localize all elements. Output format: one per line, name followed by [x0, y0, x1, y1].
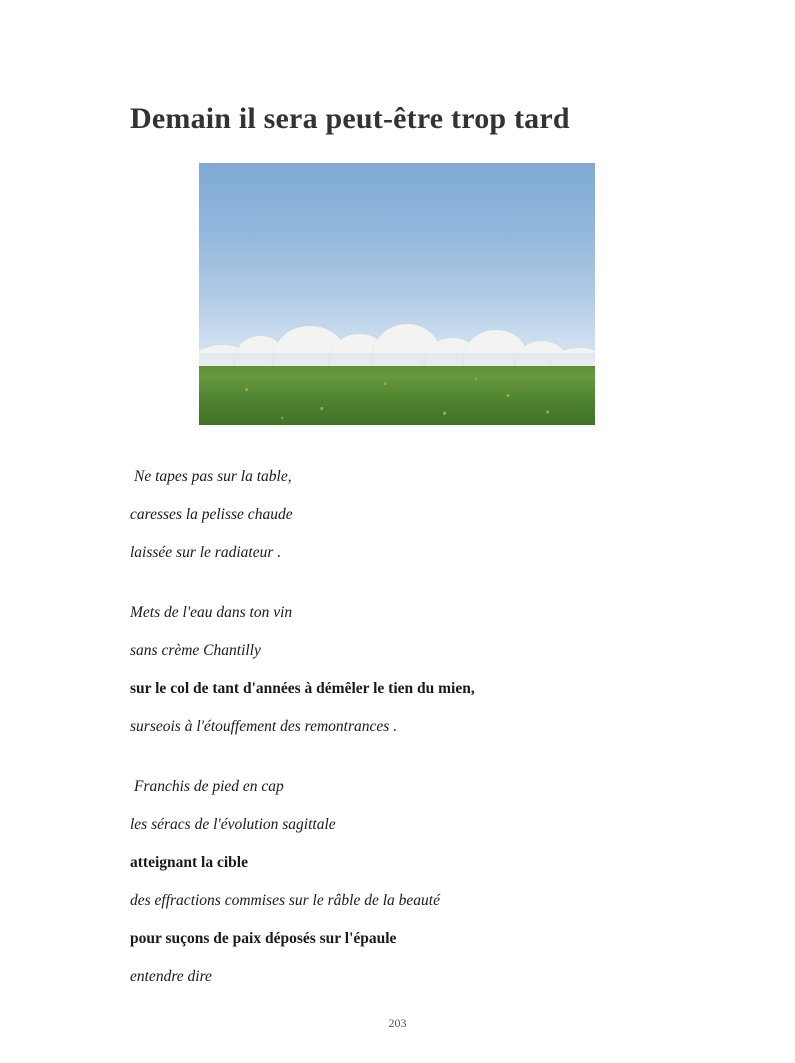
horizon-haze — [199, 353, 595, 366]
poem-line: Franchis de pied en cap — [134, 778, 284, 795]
poem-line: Ne tapes pas sur la table, — [134, 468, 292, 485]
poem-body — [130, 458, 690, 1018]
page-title: Demain il sera peut-être trop tard — [130, 102, 570, 135]
poem-line: Mets de l'eau dans ton vin — [130, 604, 293, 621]
poem-line: sans crème Chantilly — [130, 642, 261, 659]
poem-line: les séracs de l'évolution sagittale — [130, 816, 336, 833]
grass-field — [199, 366, 595, 425]
poem-line: atteignant la cible — [130, 854, 248, 871]
poem-line: laissée sur le radiateur . — [130, 544, 282, 561]
stanza — [130, 458, 690, 572]
poem-line: des effractions commises sur le râble de la beauté — [130, 892, 440, 909]
stanza — [130, 594, 690, 746]
poem-line: caresses la pelisse chaude — [130, 506, 293, 523]
poem-line: sur le col de tant d'années à démêler le tien du mien, — [130, 680, 475, 697]
landscape-photograph — [199, 163, 595, 425]
stanza — [130, 768, 690, 996]
page-number: 203 — [388, 1016, 407, 1030]
poem-line: surseois à l'étouffement des remontrances . — [130, 718, 398, 735]
poem-line: entendre dire — [130, 968, 212, 985]
poem-line: pour suçons de paix déposés sur l'épaule — [130, 930, 397, 947]
